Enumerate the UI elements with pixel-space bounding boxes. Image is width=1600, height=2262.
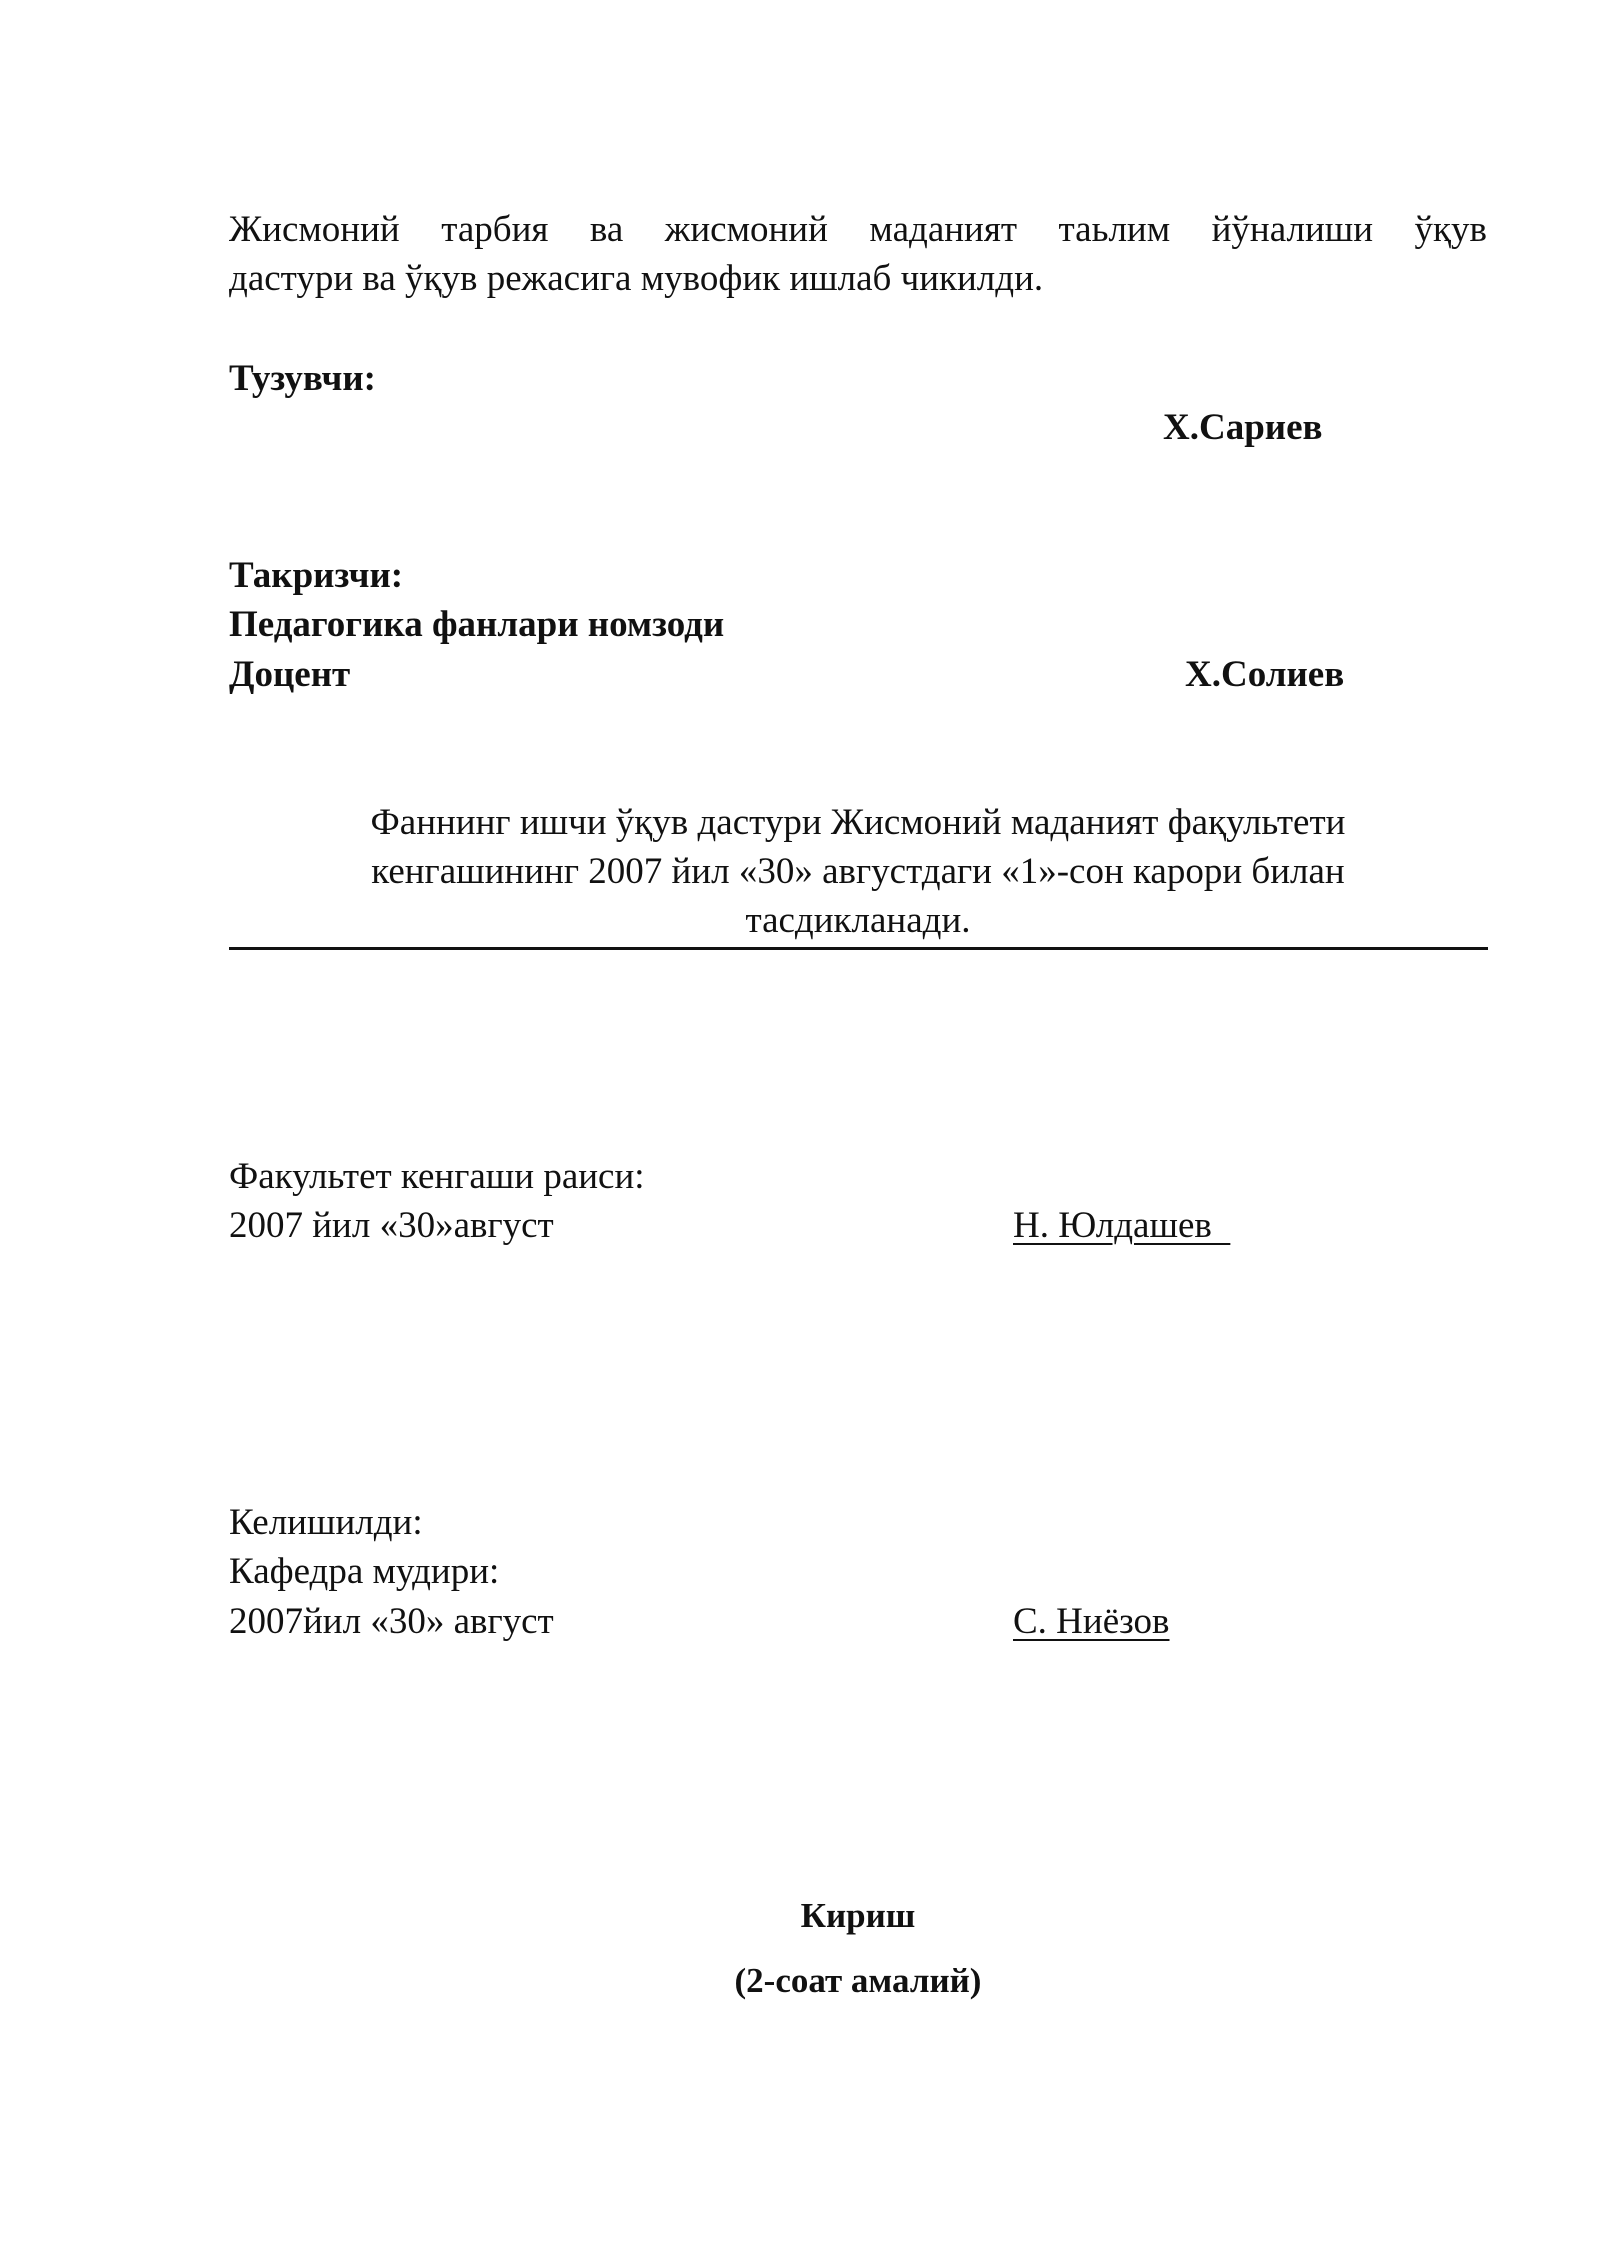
reviewer-name: Х.Солиев bbox=[1185, 654, 1345, 695]
intro-line-1: Жисмоний тарбия ва жисмоний маданият таьлим йўналиши ўқув bbox=[229, 209, 1487, 250]
council-label: Факультет кенгаши раиси: bbox=[229, 1156, 645, 1197]
intro-line-2: дастури ва ўқув режасига мувофик ишлаб чикилди. bbox=[229, 258, 1044, 299]
council-signature-name: Н. Юлдашев bbox=[1013, 1205, 1231, 1246]
reviewer-title: Доцент bbox=[229, 654, 351, 695]
agreed-label: Келишилди: bbox=[229, 1502, 423, 1543]
author-label: Тузувчи: bbox=[229, 358, 377, 399]
approval-line-2: кенгашининг 2007 йил «30» августдаги «1»-сон карори билан bbox=[371, 851, 1345, 892]
agreed-signature-name: С. Ниёзов bbox=[1013, 1601, 1170, 1642]
agreed-position: Кафедра мудири: bbox=[229, 1551, 500, 1592]
section-title: Кириш bbox=[800, 1896, 916, 1935]
reviewer-degree: Педагогика фанлари номзоди bbox=[229, 604, 725, 645]
author-name: Х.Сариев bbox=[1163, 407, 1323, 448]
approval-line-3: тасдикланади. bbox=[745, 900, 971, 941]
agreed-date: 2007йил «30» август bbox=[229, 1601, 554, 1642]
approval-line-1: Фаннинг ишчи ўқув дастури Жисмоний маданият фақультети bbox=[370, 802, 1346, 843]
council-date: 2007 йил «30»август bbox=[229, 1205, 554, 1246]
approval-rule bbox=[229, 947, 1488, 950]
reviewer-label: Такризчи: bbox=[229, 555, 404, 596]
section-subtitle: (2-соат амалий) bbox=[734, 1961, 982, 2000]
